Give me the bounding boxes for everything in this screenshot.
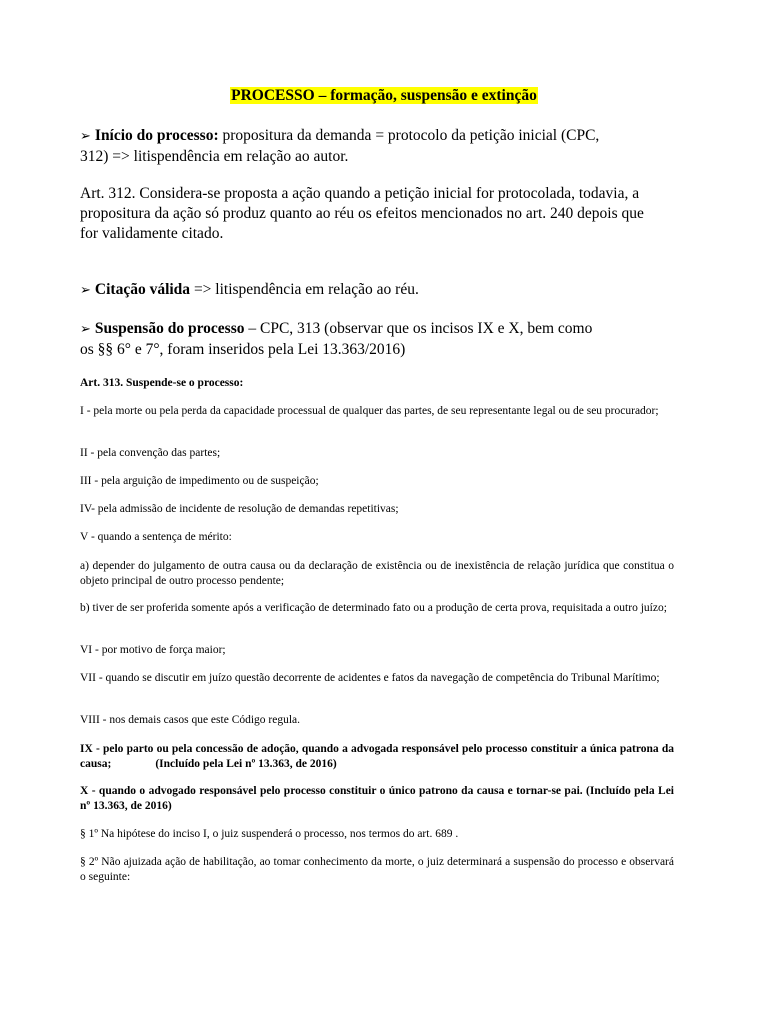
- title-highlight: PROCESSO – formação, suspensão e extinção: [231, 87, 537, 104]
- art312-paragraph: [80, 184, 700, 244]
- inciso-vii: VII - quando se discutir em juízo questão decorrente de acidentes e fatos da navegação de competência do Tribunal Marítimo;: [80, 672, 660, 684]
- inciso-iii: III - pela arguição de impedimento ou de suspeição;: [80, 475, 319, 487]
- suspensao-label: Suspensão do processo: [94, 320, 245, 337]
- inicio-text-line1: propositura da demanda = protocolo da petição inicial (CPC,: [222, 127, 600, 144]
- art312-line2: propositura da ação só produz quanto ao réu os efeitos mencionados no art. 240 depois que: [80, 205, 644, 222]
- inicio-paragraph: [80, 126, 700, 167]
- art313-heading: Art. 313. Suspende-se o processo:: [80, 377, 244, 389]
- inciso-i: I - pela morte ou pela perda da capacidade processual de qualquer das partes, de seu representante legal ou de seu procurador;: [80, 405, 659, 417]
- inicio-text-line2: 312) => litispendência em relação ao autor.: [80, 148, 349, 165]
- paragrafo-1: § 1º Na hipótese do inciso I, o juiz suspenderá o processo, nos termos do art. 689 .: [80, 828, 459, 840]
- page-title: [0, 86, 768, 106]
- arrowhead-bullet-icon: ➢: [80, 322, 91, 337]
- inciso-viii: VIII - nos demais casos que este Código regula.: [80, 714, 301, 726]
- paragrafo-2: § 2º Não ajuizada ação de habilitação, ao tomar conhecimento da morte, o juiz determinará a suspensão do processo e observará o seguinte:: [80, 856, 674, 883]
- citacao-label: Citação válida: [94, 281, 191, 298]
- alinea-b: b) tiver de ser proferida somente após a verificação de determinado fato ou a produção de certa prova, requisitada a outro juízo;: [80, 602, 667, 614]
- inicio-label: Início do processo:: [94, 127, 219, 144]
- citacao-paragraph: [80, 280, 700, 301]
- inciso-ix-text: IX - pelo parto ou pela concessão de adoção, quando a advogada responsável pelo processo constituir a única patrona da causa;: [80, 743, 674, 770]
- inciso-ix-note: (Incluído pela Lei nº 13.363, de 2016): [155, 758, 337, 770]
- inciso-v: V - quando a sentença de mérito:: [80, 531, 232, 543]
- inciso-iv: IV- pela admissão de incidente de resolução de demandas repetitivas;: [80, 503, 399, 515]
- arrowhead-bullet-icon: ➢: [80, 283, 91, 298]
- inciso-x-note: (Incluído pela Lei nº 13.363, de 2016): [80, 785, 674, 812]
- suspensao-text-line1: – CPC, 313 (observar que os incisos IX e X, bem como: [248, 320, 593, 337]
- inciso-x: [80, 784, 674, 814]
- suspensao-paragraph: [80, 319, 700, 360]
- inciso-ii: II - pela convenção das partes;: [80, 447, 221, 459]
- inciso-x-text: X - quando o advogado responsável pelo processo constituir o único patrono da causa e tornar-se pai.: [80, 785, 583, 797]
- art312-line3: for validamente citado.: [80, 225, 224, 242]
- inciso-ix: [80, 742, 674, 772]
- inciso-vi: VI - por motivo de força maior;: [80, 644, 226, 656]
- citacao-text: => litispendência em relação ao réu.: [193, 281, 419, 298]
- arrowhead-bullet-icon: ➢: [80, 129, 91, 144]
- alinea-a: a) depender do julgamento de outra causa ou da declaração de existência ou de inexistência de relação jurídica que constitua o objeto principal de outro processo pendente;: [80, 560, 674, 587]
- art312-line1: Art. 312. Considera-se proposta a ação quando a petição inicial for protocolada, todavia, a: [80, 185, 640, 202]
- suspensao-text-line2: os §§ 6° e 7°, foram inseridos pela Lei 13.363/2016): [80, 341, 406, 358]
